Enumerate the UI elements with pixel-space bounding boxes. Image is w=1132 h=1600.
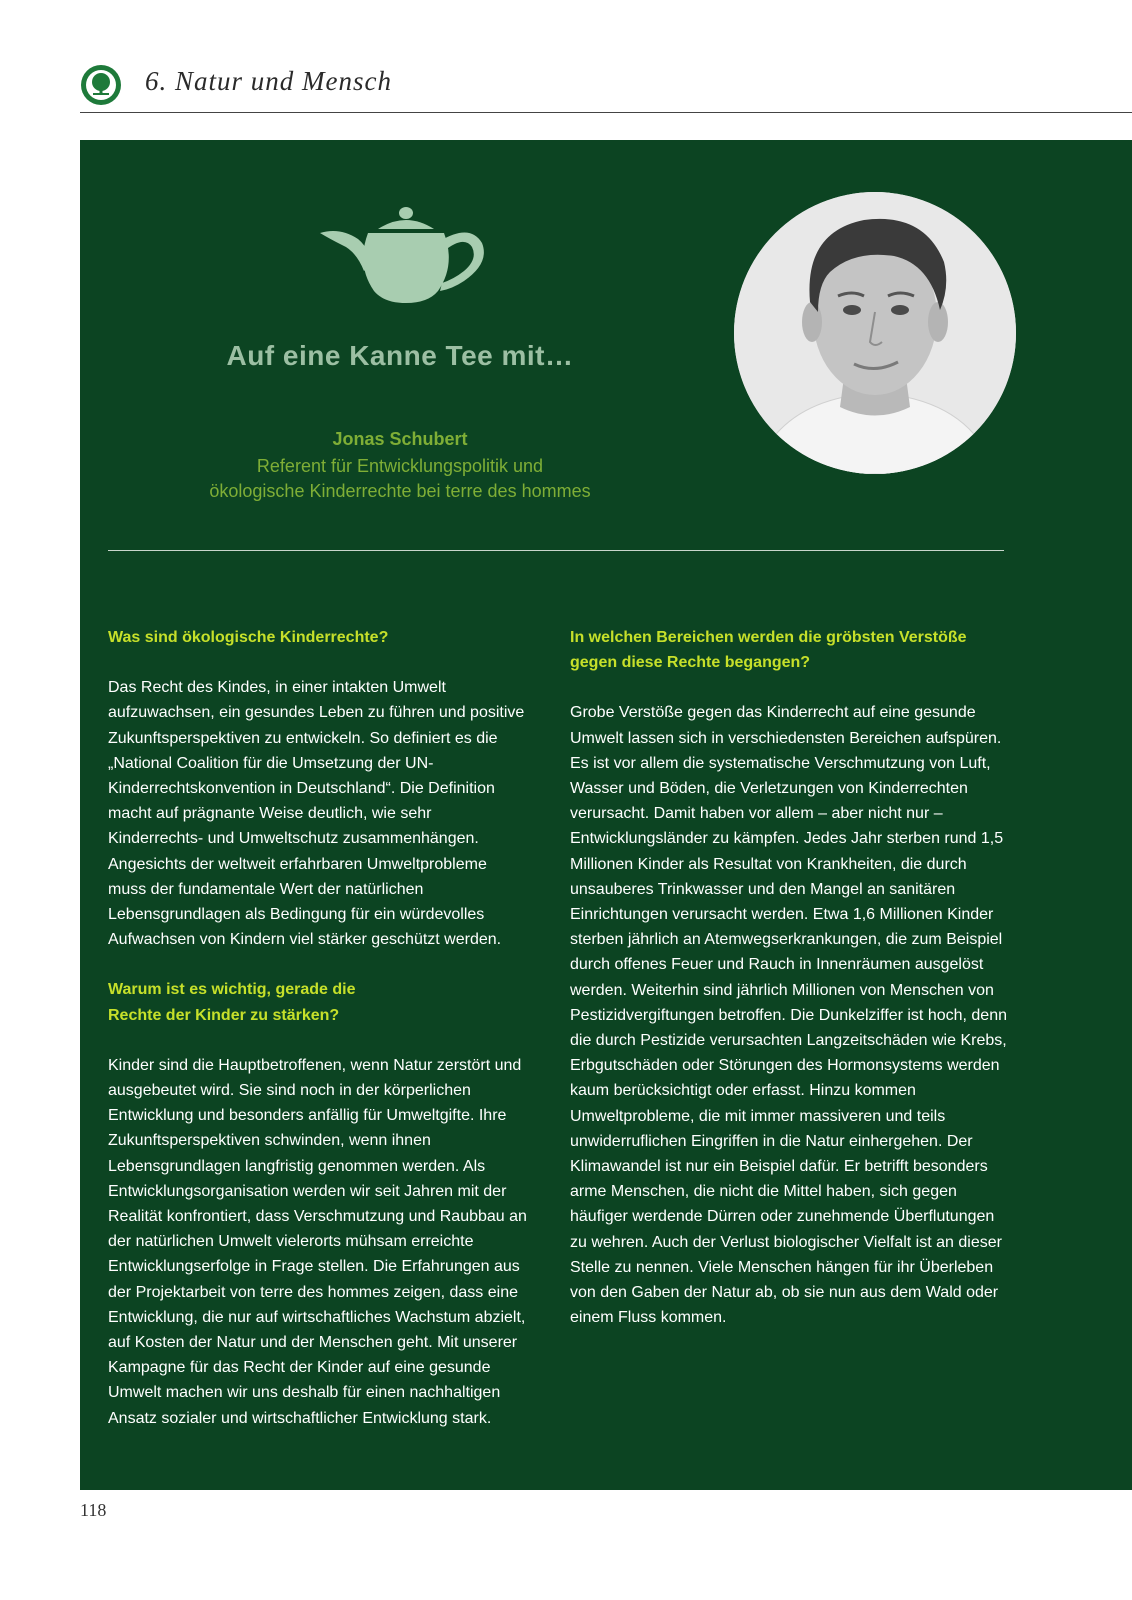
answer-2: Kinder sind die Hauptbetroffenen, wenn Natur zerstört und ausgebeutet wird. Sie sind noch in der körperlichen Entwicklung und besonders anfällig für Umweltgifte. Ihre Zukunftsperspektiven schwinden, wenn ihnen Lebensgrundlagen langfristig genommen werden. Als Entwicklungsorganisation werden wir seit Jahren mit der Realität konfrontiert, dass Verschmutzung und Raubbau an der natürlichen Umwelt vielerorts mühsam erreichte Entwicklungserfolge in Frage stellen. Die Erfahrungen aus der Projektarbeit von terre des hommes zeigen, dass eine Entwicklung, die nur auf wirtschaftliches Wachstum abzielt, auf Kosten der Natur und der Menschen geht. Mit unserer Kampagne für das Recht der Kinder auf eine gesunde Umwelt machen wir uns deshalb für einen nachhaltigen Ansatz sozialer und wirtschaftlicher Entwicklung stark. — [108, 1056, 527, 1427]
interview-title: Auf eine Kanne Tee mit… — [226, 340, 574, 371]
answer-3: Grobe Verstöße gegen das Kinderrecht auf eine gesunde Umwelt lassen sich in verschiedensten Bereichen aufspüren. Es ist vor allem die systematische Verschmutzung von Luft, Wasser und Böden, die Verletzungen von Kinderrechten verursacht. Damit haben vor allem – aber nicht nur – Entwicklungsländer zu kämpfen. Jedes Jahr sterben rund 1,5 Millionen Kinder als Resultat von Krankheiten, die durch unsauberes Trinkwasser und den Mangel an sanitären Einrichtungen verursacht werden. Etwa 1,6 Millionen Kinder sterben jährlich an Atemwegserkrankungen, die zum Beispiel durch offenes Feuer und Rauch in Innenräumen ausgelöst werden. Weiterhin sind jährlich Millionen von Menschen von Pestizidvergiftungen betroffen. Die Dunkelziffer ist hoch, denn die durch Pestizide verursachten Langzeitschäden wie Krebs, Erbgutschäden oder Störungen des Hormonsystems werden kaum berücksichtigt oder erfasst. Hinzu kommen Umweltprobleme, die mit immer massiveren und teils unwiderruflichen Eingriffen in die Natur einhergehen. Der Klimawandel ist nur ein Beispiel dafür. Er betrifft besonders arme Menschen, die nicht die Mittel haben, sich gegen häufiger werdende Dürren oder zunehmende Überflutungen zu wehren. Auch der Verlust biologischer Vielfalt ist an dieser Stelle zu nennen. Viele Menschen hängen für ihr Überleben von den Gaben der Natur ab, ob sie nun aus dem Wald oder einem Fluss kommen. — [570, 704, 1007, 1327]
guest-role-line-2: ökologische Kinderrechte bei terre des hommes — [209, 481, 591, 501]
panel-divider — [108, 550, 1004, 551]
header-divider — [80, 112, 1132, 113]
answer-1: Das Recht des Kindes, in einer intakten Umwelt aufzuwachsen, ein gesundes Leben zu führen und positive Zukunftsperspektiven zu entwickeln. So definiert es die „National Coalition für die Umsetzung der UN-Kinderrechtskonvention in Deutschland“. Die Definition macht auf prägnante Weise deutlich, wie sehr Kinderrechts- und Umweltschutz zusammenhängen. Angesichts der weltweit erfahrbaren Umweltprobleme muss der fundamentale Wert der natürlichen Lebensgrundlagen als Bedingung für ein würdevolles Aufwachsen von Kindern viel stärker geschützt werden. — [108, 679, 525, 949]
teapot-icon — [320, 205, 490, 305]
guest-name: Jonas Schubert — [332, 429, 468, 449]
page-number: 118 — [80, 1500, 107, 1520]
guest-role — [80, 454, 720, 504]
right-column — [570, 625, 1010, 1355]
question-2: Warum ist es wichtig, gerade die Rechte der Kinder zu stärken? — [108, 981, 356, 1024]
guest-portrait — [734, 192, 1016, 474]
guest-role-line-1: Referent für Entwicklungspolitik und — [256, 456, 544, 476]
interview-panel — [80, 140, 1132, 1490]
tree-seal-icon — [80, 64, 122, 106]
left-column — [108, 625, 528, 1456]
chapter-title: 6. Natur und Mensch — [145, 66, 392, 96]
question-1: Was sind ökologische Kinderrechte? — [108, 629, 389, 646]
question-3: In welchen Bereichen werden die gröbsten Verstöße gegen diese Rechte begangen? — [570, 629, 967, 672]
